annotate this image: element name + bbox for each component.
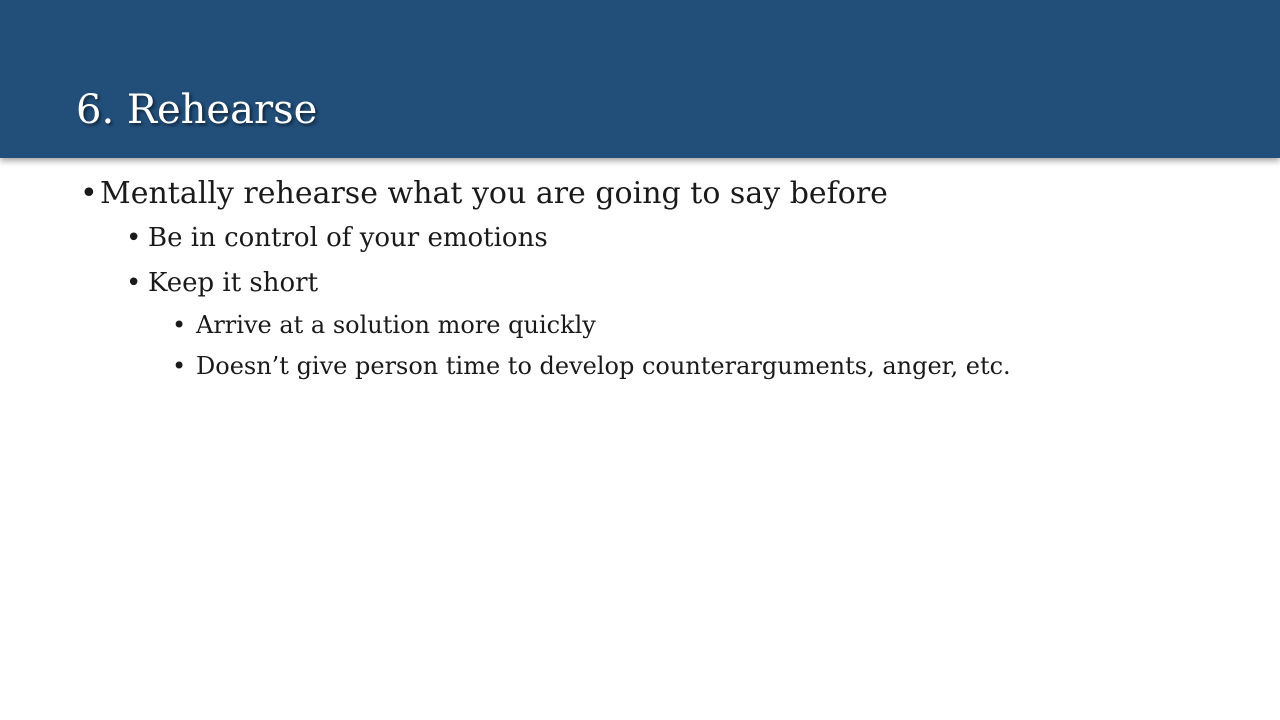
bullet-icon: • — [172, 352, 187, 380]
slide-title: 6. Rehearse — [76, 87, 318, 133]
bullet-icon: • — [126, 268, 142, 298]
bullet-item-level-2 — [126, 265, 318, 301]
bullet-icon: • — [126, 223, 142, 253]
bullet-item-level-1 — [80, 174, 888, 214]
bullet-item-level-2 — [126, 220, 548, 256]
bullet-text: Be in control of your emotions — [148, 223, 548, 253]
bullet-icon: • — [172, 311, 187, 339]
title-bar — [0, 0, 1280, 158]
bullet-text: Arrive at a solution more quickly — [196, 311, 596, 339]
bullet-icon: • — [80, 176, 98, 211]
bullet-item-level-3 — [172, 308, 596, 342]
bullet-item-level-3 — [172, 349, 1011, 383]
bullet-text: Mentally rehearse what you are going to say before — [100, 176, 888, 211]
bullet-text: Doesn’t give person time to develop counterarguments, anger, etc. — [196, 352, 1011, 380]
bullet-text: Keep it short — [148, 268, 319, 298]
